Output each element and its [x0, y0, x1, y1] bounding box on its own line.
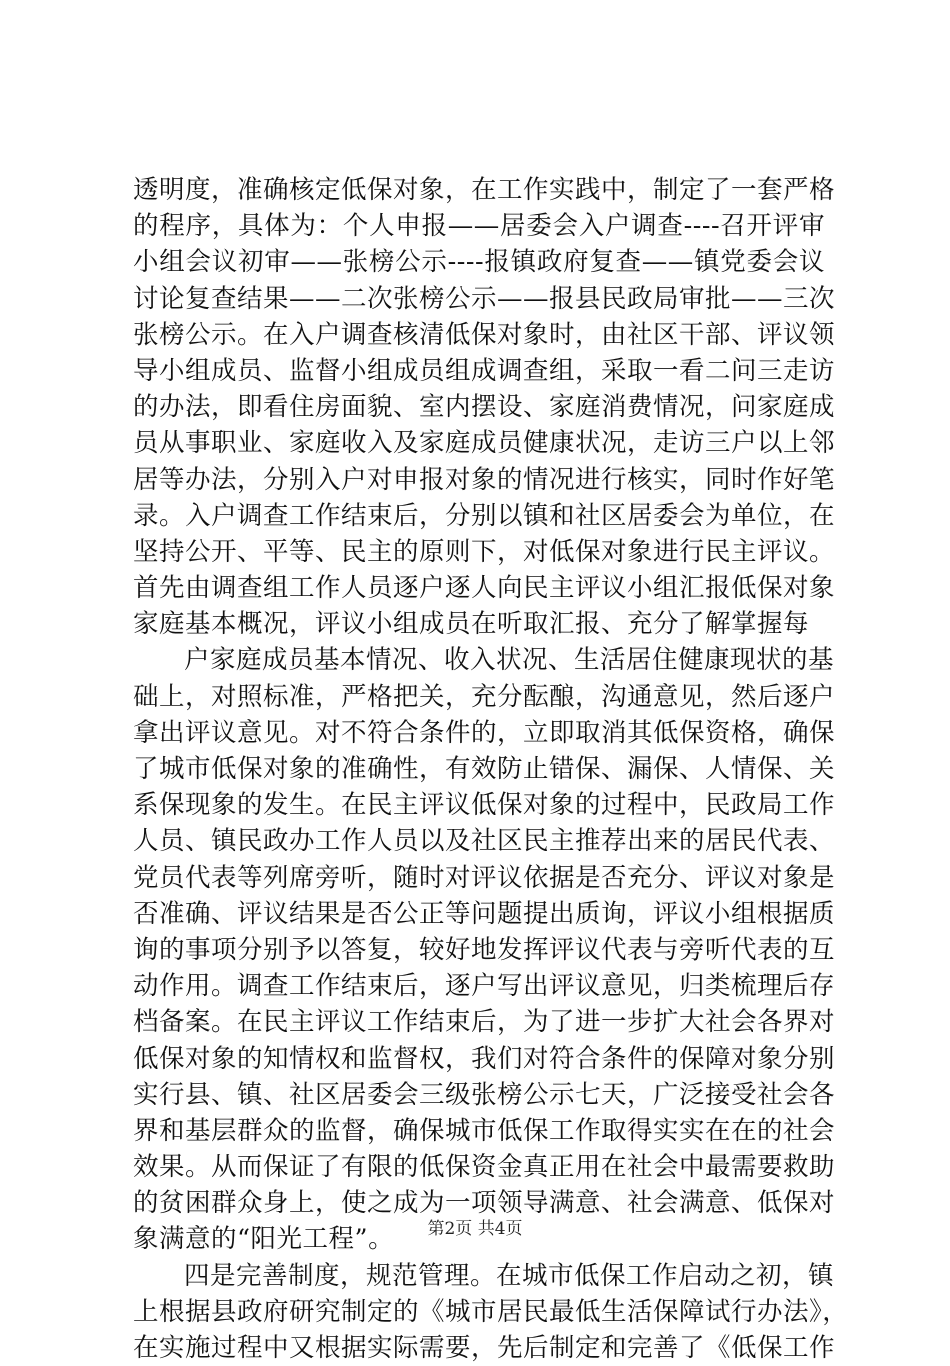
text-line: 否准确、评议结果是否公正等问题提出质询，评议小组根据质: [133, 898, 836, 929]
text-line: 实行县、镇、社区居委会三级张榜公示七天，广泛接受社会各: [133, 1079, 836, 1110]
text-line: 拿出评议意见。对不符合条件的，立即取消其低保资格，确保: [133, 717, 836, 748]
text-line: 坚持公开、平等、民主的原则下，对低保对象进行民主评议。: [133, 536, 836, 567]
text-line: 家庭基本概况，评议小组成员在听取汇报、充分了解掌握每: [133, 609, 810, 640]
text-line: 档备案。在民主评议工作结束后，为了进一步扩大社会各界对: [133, 1007, 836, 1038]
page-footer: 第2页 共4页: [427, 1219, 523, 1239]
text-line: 系保现象的发生。在民主评议低保对象的过程中，民政局工作: [133, 790, 836, 821]
text-line: 居等办法，分别入户对申报对象的情况进行核实，同时作好笔: [133, 464, 836, 495]
text-line: 动作用。调查工作结束后，逐户写出评议意见，归类梳理后存: [133, 971, 836, 1002]
text-line: 导小组成员、监督小组成员组成调查组，采取一看二问三走访: [133, 355, 836, 386]
text-line: 张榜公示。在入户调查核清低保对象时，由社区干部、评议领: [133, 319, 836, 350]
text-line: 界和基层群众的监督，确保城市低保工作取得实实在在的社会: [133, 1115, 836, 1146]
text-line: 的程序，具体为：个人申报——居委会入户调查----召开评审: [133, 211, 825, 242]
text-line: 的办法，即看住房面貌、室内摆设、家庭消费情况，问家庭成: [133, 392, 836, 423]
text-line: 讨论复查结果——二次张榜公示——报县民政局审批——三次: [133, 283, 836, 314]
text-line: 录。入户调查工作结束后，分别以镇和社区居委会为单位，在: [133, 500, 836, 531]
text-line: 的贫困群众身上，使之成为一项领导满意、社会满意、低保对: [133, 1188, 836, 1219]
text-line: 小组会议初审——张榜公示----报镇政府复查——镇党委会议: [133, 247, 825, 278]
text-line: 上根据县政府研究制定的《城市居民最低生活保障试行办法》，: [133, 1296, 849, 1327]
text-line: 在实施过程中又根据实际需要，先后制定和完善了《低保工作: [133, 1333, 836, 1363]
text-line: 员从事职业、家庭收入及家庭成员健康状况，走访三户以上邻: [133, 428, 836, 459]
text-line: 象满意的“阳光工程”。: [133, 1224, 395, 1255]
text-line: 首先由调查组工作人员逐户逐人向民主评议小组汇报低保对象: [133, 573, 836, 604]
text-line: 询的事项分别予以答复，较好地发挥评议代表与旁听代表的互: [133, 934, 836, 965]
text-line: 效果。从而保证了有限的低保资金真正用在社会中最需要救助: [133, 1152, 836, 1183]
text-line: 低保对象的知情权和监督权，我们对符合条件的保障对象分别: [133, 1043, 836, 1074]
body-text: [133, 172, 849, 1366]
text-line: 党员代表等列席旁听，随时对评议依据是否充分、评议对象是: [133, 862, 836, 893]
text-line: 了城市低保对象的准确性，有效防止错保、漏保、人情保、关: [133, 754, 836, 784]
text-line: 透明度，准确核定低保对象，在工作实践中，制定了一套严格: [133, 175, 836, 205]
text-line: 人员、镇民政办工作人员以及社区民主推荐出来的居民代表、: [133, 826, 836, 857]
text-line: 四是完善制度，规范管理。在城市低保工作启动之初，镇: [184, 1260, 835, 1291]
text-line: 户家庭成员基本情况、收入状况、生活居住健康现状的基: [184, 645, 835, 676]
text-line: 础上，对照标准，严格把关，充分酝酿，沟通意见，然后逐户: [133, 681, 836, 712]
